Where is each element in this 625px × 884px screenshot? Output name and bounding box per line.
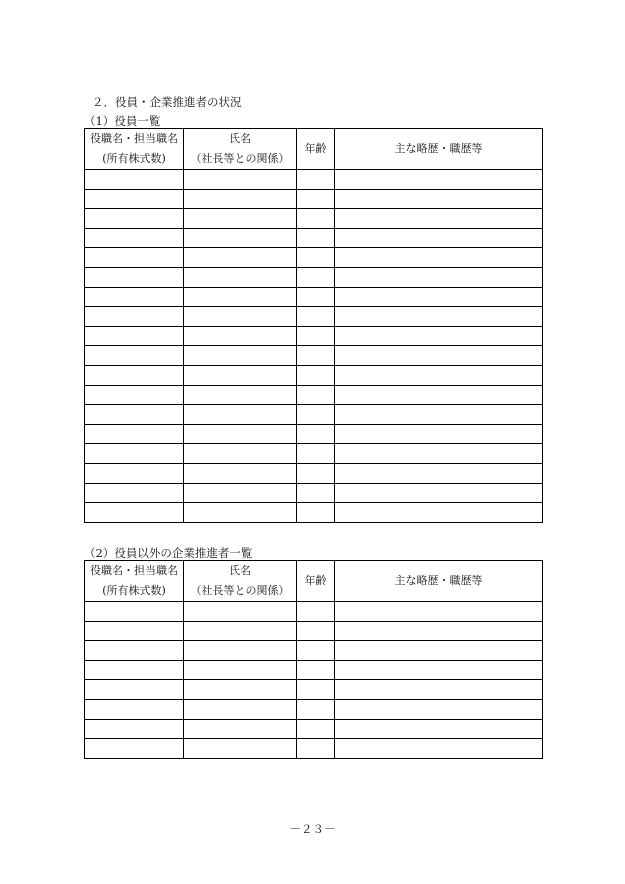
age-cell[interactable] [297, 503, 335, 523]
age-cell[interactable] [297, 267, 335, 287]
table-row [85, 267, 543, 287]
header-name [184, 129, 297, 170]
name-cell[interactable] [184, 641, 297, 661]
age-cell[interactable] [297, 739, 335, 759]
section-title: ２．役員・企業推進者の状況 [92, 95, 242, 109]
table-row [85, 209, 543, 229]
career-cell[interactable] [335, 228, 543, 248]
career-cell[interactable] [335, 326, 543, 346]
name-cell[interactable] [184, 483, 297, 503]
table-header-row [85, 129, 543, 170]
age-cell[interactable] [297, 365, 335, 385]
career-cell[interactable] [335, 660, 543, 680]
career-cell[interactable] [335, 602, 543, 622]
age-cell[interactable] [297, 424, 335, 444]
career-cell[interactable] [335, 209, 543, 229]
name-cell[interactable] [184, 287, 297, 307]
age-cell[interactable] [297, 346, 335, 366]
age-cell[interactable] [297, 385, 335, 405]
age-cell[interactable] [297, 680, 335, 700]
age-cell[interactable] [297, 209, 335, 229]
header-role [85, 129, 184, 170]
career-cell[interactable] [335, 307, 543, 327]
age-cell[interactable] [297, 287, 335, 307]
table-header-row [85, 561, 543, 602]
header-name [184, 561, 297, 602]
age-cell[interactable] [297, 621, 335, 641]
role-cell[interactable] [85, 739, 184, 759]
officers-table [84, 128, 543, 523]
role-cell[interactable] [85, 365, 184, 385]
age-cell[interactable] [297, 699, 335, 719]
header-career: 主な略歴・職歴等 [335, 129, 543, 170]
name-cell[interactable] [184, 189, 297, 209]
career-cell[interactable] [335, 189, 543, 209]
career-cell[interactable] [335, 424, 543, 444]
age-cell[interactable] [297, 307, 335, 327]
career-cell[interactable] [335, 503, 543, 523]
career-cell[interactable] [335, 287, 543, 307]
table-row [85, 602, 543, 622]
header-age: 年齢 [297, 129, 335, 170]
table-row [85, 699, 543, 719]
career-cell[interactable] [335, 463, 543, 483]
career-cell[interactable] [335, 641, 543, 661]
table-row [85, 228, 543, 248]
name-cell[interactable] [184, 248, 297, 268]
header-name-line2: （社長等との関係） [190, 152, 290, 165]
name-cell[interactable] [184, 503, 297, 523]
role-cell[interactable] [85, 641, 184, 661]
header-role [85, 561, 184, 602]
career-cell[interactable] [335, 365, 543, 385]
role-cell[interactable] [85, 483, 184, 503]
table1-body [85, 170, 543, 523]
header-role-line2: (所有株式数) [102, 584, 166, 597]
name-cell[interactable] [184, 209, 297, 229]
role-cell[interactable] [85, 287, 184, 307]
table-row [85, 385, 543, 405]
role-cell[interactable] [85, 621, 184, 641]
career-cell[interactable] [335, 385, 543, 405]
role-cell[interactable] [85, 307, 184, 327]
header-role-line2: (所有株式数) [102, 152, 166, 165]
role-cell[interactable] [85, 424, 184, 444]
role-cell[interactable] [85, 680, 184, 700]
role-cell[interactable] [85, 228, 184, 248]
role-cell[interactable] [85, 503, 184, 523]
age-cell[interactable] [297, 602, 335, 622]
role-cell[interactable] [85, 267, 184, 287]
name-cell[interactable] [184, 326, 297, 346]
role-cell[interactable] [85, 602, 184, 622]
role-cell[interactable] [85, 660, 184, 680]
table-row [85, 287, 543, 307]
promoters-table [84, 560, 543, 759]
table-row [85, 326, 543, 346]
age-cell[interactable] [297, 405, 335, 425]
age-cell[interactable] [297, 170, 335, 190]
role-cell[interactable] [85, 346, 184, 366]
role-cell[interactable] [85, 248, 184, 268]
role-cell[interactable] [85, 405, 184, 425]
age-cell[interactable] [297, 660, 335, 680]
name-cell[interactable] [184, 699, 297, 719]
header-name-line1: 氏名 [229, 564, 251, 577]
name-cell[interactable] [184, 739, 297, 759]
role-cell[interactable] [85, 326, 184, 346]
table-row [85, 307, 543, 327]
role-cell[interactable] [85, 719, 184, 739]
table-row [85, 424, 543, 444]
role-cell[interactable] [85, 463, 184, 483]
name-cell[interactable] [184, 228, 297, 248]
name-cell[interactable] [184, 405, 297, 425]
age-cell[interactable] [297, 444, 335, 464]
header-name-line1: 氏名 [229, 132, 251, 145]
table-row [85, 719, 543, 739]
name-cell[interactable] [184, 444, 297, 464]
page-number: －２３－ [289, 822, 336, 836]
header-career: 主な略歴・職歴等 [335, 561, 543, 602]
career-cell[interactable] [335, 267, 543, 287]
table-row [85, 641, 543, 661]
career-cell[interactable] [335, 248, 543, 268]
career-cell[interactable] [335, 405, 543, 425]
table2-caption: （2）役員以外の企業推進者一覧 [84, 546, 253, 560]
name-cell[interactable] [184, 385, 297, 405]
name-cell[interactable] [184, 267, 297, 287]
career-cell[interactable] [335, 444, 543, 464]
table-row [85, 365, 543, 385]
name-cell[interactable] [184, 365, 297, 385]
role-cell[interactable] [85, 209, 184, 229]
header-age: 年齢 [297, 561, 335, 602]
career-cell[interactable] [335, 483, 543, 503]
role-cell[interactable] [85, 189, 184, 209]
name-cell[interactable] [184, 424, 297, 444]
table2-body [85, 602, 543, 759]
table1-caption: （1）役員一覧 [84, 114, 161, 128]
career-cell[interactable] [335, 346, 543, 366]
name-cell[interactable] [184, 463, 297, 483]
table-row [85, 483, 543, 503]
career-cell[interactable] [335, 699, 543, 719]
age-cell[interactable] [297, 719, 335, 739]
career-cell[interactable] [335, 680, 543, 700]
role-cell[interactable] [85, 170, 184, 190]
header-name-line2: （社長等との関係） [190, 584, 290, 597]
table-row [85, 170, 543, 190]
name-cell[interactable] [184, 680, 297, 700]
age-cell[interactable] [297, 463, 335, 483]
age-cell[interactable] [297, 641, 335, 661]
career-cell[interactable] [335, 719, 543, 739]
career-cell[interactable] [335, 739, 543, 759]
table-row [85, 463, 543, 483]
age-cell[interactable] [297, 248, 335, 268]
name-cell[interactable] [184, 660, 297, 680]
table-row [85, 444, 543, 464]
name-cell[interactable] [184, 602, 297, 622]
name-cell[interactable] [184, 307, 297, 327]
table-row [85, 660, 543, 680]
career-cell[interactable] [335, 621, 543, 641]
header-role-line1: 役職名・担当職名 [90, 564, 178, 577]
career-cell[interactable] [335, 170, 543, 190]
role-cell[interactable] [85, 699, 184, 719]
name-cell[interactable] [184, 719, 297, 739]
table-row [85, 405, 543, 425]
name-cell[interactable] [184, 346, 297, 366]
table-row [85, 680, 543, 700]
table-row [85, 503, 543, 523]
table-row [85, 346, 543, 366]
role-cell[interactable] [85, 444, 184, 464]
table-row [85, 248, 543, 268]
table-row [85, 621, 543, 641]
age-cell[interactable] [297, 483, 335, 503]
age-cell[interactable] [297, 326, 335, 346]
role-cell[interactable] [85, 385, 184, 405]
header-role-line1: 役職名・担当職名 [90, 132, 178, 145]
name-cell[interactable] [184, 621, 297, 641]
table-row [85, 739, 543, 759]
table-row [85, 189, 543, 209]
age-cell[interactable] [297, 189, 335, 209]
name-cell[interactable] [184, 170, 297, 190]
age-cell[interactable] [297, 228, 335, 248]
